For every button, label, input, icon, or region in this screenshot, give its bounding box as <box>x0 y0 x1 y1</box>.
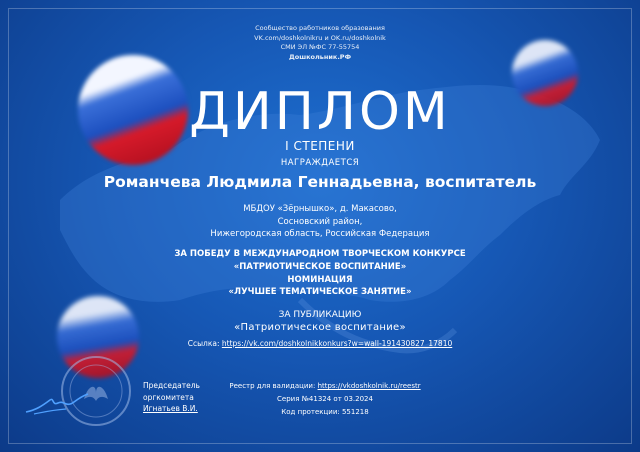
contest-line-3: НОМИНАЦИЯ <box>287 274 353 285</box>
diploma-degree: I СТЕПЕНИ <box>285 139 355 153</box>
organization-line-2: Сосновский район, <box>277 216 363 227</box>
publication-link[interactable]: https://vk.com/doshkolnikkonkurs?w=wall-191430827_17810 <box>221 339 453 348</box>
chair-line-2: оргкомитета <box>143 392 194 402</box>
contest-block <box>0 248 640 299</box>
chair-line-1: Председатель <box>143 381 200 390</box>
registry-block <box>205 380 445 419</box>
contest-line-2: «ПАТРИОТИЧЕСКОЕ ВОСПИТАНИЕ» <box>233 261 407 272</box>
publisher-line-3: СМИ ЭЛ №ФС 77-55754 <box>280 43 360 51</box>
chair-block <box>143 380 200 415</box>
chair-signatory: Игнатьев В.И. <box>143 404 198 413</box>
registry-link[interactable]: https://vkdoshkolnik.ru/reestr <box>317 382 421 390</box>
diploma-title: ДИПЛОМ <box>189 82 451 142</box>
signature-icon <box>22 388 92 418</box>
recipient-name: Романчева Людмила Геннадьевна, воспитатель <box>103 173 537 191</box>
organization-block <box>0 203 640 241</box>
publisher-header <box>0 24 640 62</box>
publication-name: «Патриотическое воспитание» <box>234 322 406 333</box>
organization-line-1: МБДОУ «Зёрнышко», д. Макасово, <box>243 204 397 214</box>
organization-line-3: Нижегородская область, Российская Федерация <box>210 229 430 239</box>
registry-label: Реестр для валидации: <box>229 382 316 390</box>
contest-line-1: ЗА ПОБЕДУ В МЕЖДУНАРОДНОМ ТВОРЧЕСКОМ КОНКУРСЕ <box>174 249 466 259</box>
contest-line-4: «ЛУЧШЕЕ ТЕМАТИЧЕСКОЕ ЗАНЯТИЕ» <box>228 287 412 298</box>
publisher-site: Дошкольник.РФ <box>288 52 352 61</box>
awarded-label: НАГРАЖДАЕТСЯ <box>280 158 360 168</box>
publication-link-label: Ссылка: <box>187 339 220 348</box>
publisher-line-1: Сообщество работников образования <box>255 24 385 32</box>
protection-code: Код протекции: 551218 <box>281 408 369 416</box>
publisher-line-2: VK.com/doshkolnikru и OK.ru/doshkolnik <box>254 33 386 42</box>
registry-row <box>205 380 445 393</box>
publication-link-row <box>0 339 640 348</box>
publication-heading: ЗА ПУБЛИКАЦИЮ <box>278 310 362 320</box>
series-number: Серия №41324 от 03.2024 <box>277 395 373 403</box>
